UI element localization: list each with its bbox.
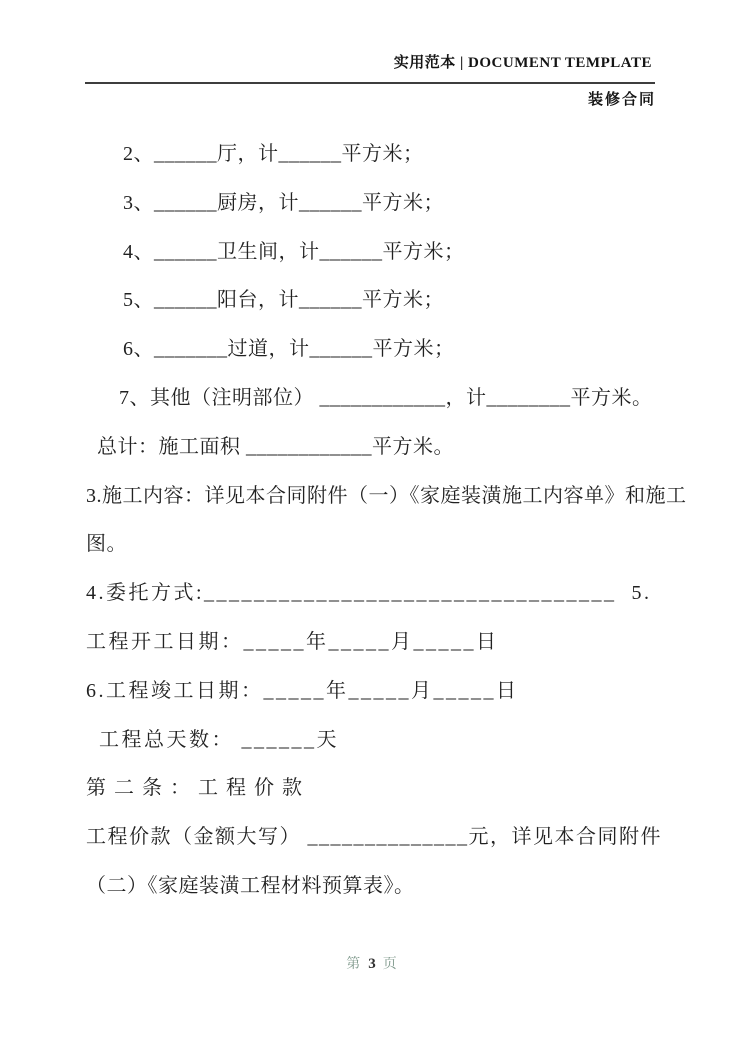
document-title: 装修合同: [587, 92, 656, 108]
document-line: 4.委托方式:_________________________________ 5.: [86, 582, 652, 605]
footer-page-number: 3: [368, 956, 376, 972]
document-body: [86, 130, 724, 911]
header-brand: 实用范本 | DOCUMENT TEMPLATE: [393, 55, 652, 71]
footer-page-suffix: 页: [382, 957, 398, 972]
header-divider: [85, 82, 655, 84]
document-line: 3.施工内容：详见本合同附件（一）《家庭装潢施工内容单》和施工: [86, 484, 687, 507]
document-line: 4、______卫生间，计______平方米；: [123, 240, 465, 263]
document-line: 第二条：工程价款: [86, 777, 310, 800]
document-line: 5、______阳台，计______平方米；: [123, 289, 444, 312]
document-line: 6、_______过道，计______平方米；: [123, 338, 455, 361]
document-line: 7、其他（注明部位） ____________，计________平方米。: [119, 386, 653, 409]
page-footer: [0, 953, 744, 973]
document-line: 工程总天数： ______天: [99, 728, 339, 751]
document-line: 工程价款（金额大写） ______________元，详见本合同附件: [86, 826, 662, 849]
document-line: 图。: [86, 533, 127, 556]
document-line: 6.工程竣工日期：_____年_____月_____日: [86, 679, 519, 702]
document-line: （二）《家庭装潢工程材料预算表》。: [86, 874, 415, 897]
document-line: 3、______厨房，计______平方米；: [123, 191, 444, 214]
document-line: 总计：施工面积 ____________平方米。: [97, 435, 454, 458]
footer-page-prefix: 第: [346, 957, 362, 972]
document-line: 工程开工日期：_____年_____月_____日: [86, 630, 499, 653]
document-line: 2、______厅，计______平方米；: [123, 143, 424, 165]
